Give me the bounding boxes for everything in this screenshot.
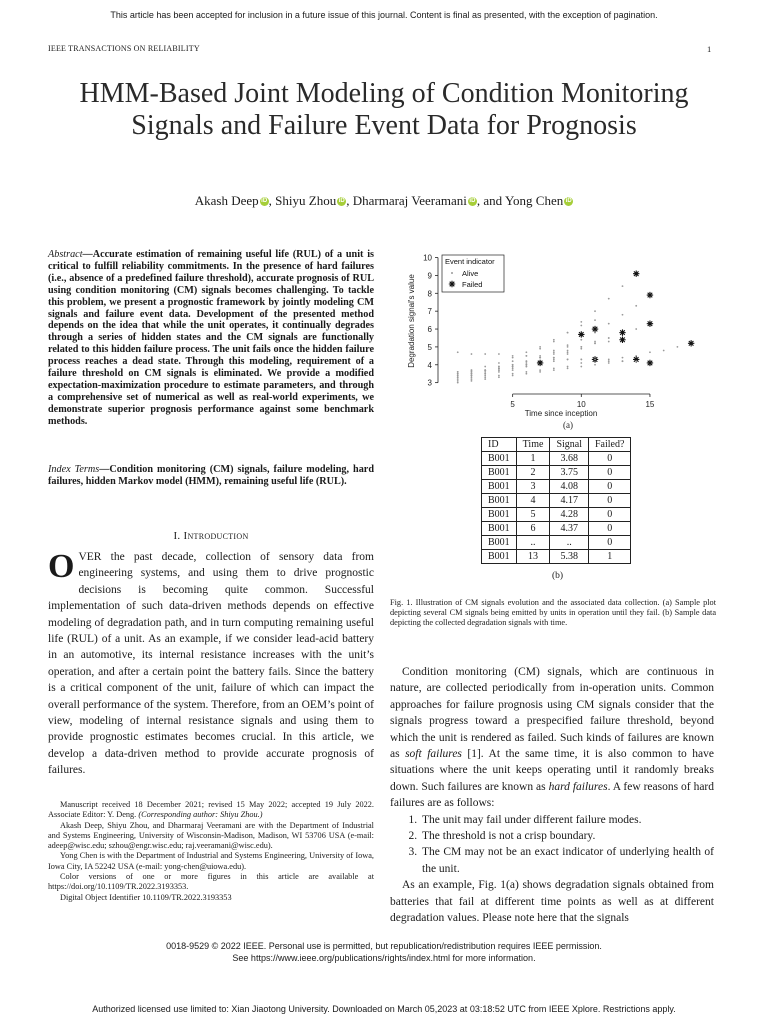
failed-point	[537, 360, 543, 366]
alive-point	[484, 371, 486, 373]
alive-point	[608, 360, 610, 362]
alive-point	[539, 348, 541, 350]
alive-point	[525, 362, 527, 364]
journal-name: IEEE TRANSACTIONS ON RELIABILITY	[48, 44, 200, 53]
abstract	[48, 249, 374, 428]
table-cell: 6	[516, 522, 550, 536]
alive-point	[567, 332, 569, 334]
alive-point	[498, 375, 500, 377]
author-name: Akash Deep	[194, 193, 259, 208]
copyright-notice	[0, 940, 768, 964]
table-cell: 4.28	[550, 508, 589, 522]
alive-point	[512, 375, 514, 377]
alive-point	[553, 357, 555, 359]
sample-data-table-container	[481, 437, 631, 564]
failure-reasons-list	[390, 812, 714, 878]
alive-point	[471, 376, 473, 378]
alive-point	[457, 371, 459, 373]
alive-point	[608, 341, 610, 343]
alive-point	[580, 346, 582, 348]
alive-point	[663, 350, 665, 352]
table-header-cell: ID	[482, 438, 517, 452]
table-cell: B001	[482, 522, 517, 536]
alive-point	[539, 346, 541, 348]
x-tick-label: 5	[510, 400, 515, 409]
failed-point	[688, 340, 694, 346]
table-cell: 0	[589, 508, 631, 522]
alive-point	[498, 369, 500, 371]
alive-point	[512, 373, 514, 375]
alive-point	[608, 359, 610, 361]
table-cell: B001	[482, 508, 517, 522]
table-cell: ..	[516, 536, 550, 550]
acceptance-notice: This article has been accepted for inclusion in a future issue of this journal. Content is final as presented, with the exception of pagination.	[110, 10, 658, 20]
failed-point	[633, 270, 639, 276]
table-cell: 0	[589, 536, 631, 550]
alive-point	[471, 375, 473, 377]
footnote-received	[48, 800, 374, 821]
footnote-affiliation: Yong Chen is with the Department of Industrial and Systems Engineering, University of Iowa, Iowa City, IA 52242 USA (e-mail: yong-chen@uiowa.edu).	[48, 851, 374, 871]
y-tick-label: 4	[427, 360, 432, 370]
table-cell: ..	[550, 536, 589, 550]
table-cell: B001	[482, 466, 517, 480]
alive-point	[539, 371, 541, 373]
alive-point	[525, 355, 527, 357]
author-separator: ,	[346, 193, 353, 208]
alive-point	[457, 351, 459, 353]
table-header-row	[482, 438, 631, 452]
author-list	[60, 193, 708, 209]
x-tick-label: 10	[576, 400, 586, 409]
table-row	[482, 522, 631, 536]
table-cell: 0	[589, 452, 631, 466]
alive-point	[484, 369, 486, 371]
paragraph: As an example, Fig. 1(a) shows degradation signals obtained from batteries that fail at different time points as well as at different degradation values. Please note here that the signals	[390, 879, 714, 925]
alive-point	[484, 366, 486, 368]
alive-point	[580, 321, 582, 323]
alive-point	[594, 364, 596, 366]
authorized-use-notice: Authorized licensed use limited to: Xian Jiaotong University. Downloaded on March 05,2023 at 03:18:52 UTC from IEEE Xplore. Restrictions apply.	[92, 1004, 676, 1014]
alive-point	[471, 373, 473, 375]
term-soft-failures: soft failures	[405, 748, 462, 761]
alive-point	[539, 369, 541, 371]
y-tick-label: 5	[427, 342, 432, 352]
alive-point	[580, 359, 582, 361]
alive-point	[594, 310, 596, 312]
alive-point	[457, 375, 459, 377]
alive-point	[525, 373, 527, 375]
figure-caption: Fig. 1. Illustration of CM signals evolution and the associated data collection. (a) Sample plot depicting several CM signals being emitted by units in operation until they fail. (b) Sample data depicting the collected degradation signals with time.	[390, 598, 716, 628]
legend-alive-label: Alive	[462, 269, 479, 278]
alive-point	[594, 359, 596, 361]
paragraph-text: . A few reasons of hard failures are as follows:	[390, 780, 714, 810]
table-row	[482, 494, 631, 508]
alive-point	[553, 350, 555, 352]
alive-point	[580, 366, 582, 368]
alive-point	[498, 353, 500, 355]
table-cell: 4.17	[550, 494, 589, 508]
table-cell: 5	[516, 508, 550, 522]
sample-data-table	[481, 437, 631, 564]
x-tick-label: 15	[645, 400, 655, 409]
corresponding-author: (Corresponding author: Shiyu Zhou.)	[138, 810, 263, 820]
alive-point	[484, 375, 486, 377]
alive-point	[484, 373, 486, 375]
table-cell: 3.68	[550, 452, 589, 466]
alive-point	[649, 351, 651, 353]
abstract-text: —Accurate estimation of remaining useful life (RUL) of a unit is critical to fulfill reliability commitments. In the presence of hard failures (i.e., absence of a predefined failure threshold), accurate prognosis of RUL using condition monitoring (CM) signals becomes challenging. To tackle this problem, we present a prognostic framework by jointly modeling CM signals and failure event data. Development of the presented method depends on the idea that while the unit operates, it continually degrades through a series of hidden states and the CM signals are functionally related to this hidden failure process. The unit fails once the hidden failure process reaches a dead state. Through this modeling, requirement of a failure threshold on CM signals is eliminated. We provide a modified expectation-maximization procedure to estimate parameters, and through a comprehensive set of numerical as well as real-world experiments, we demonstrate superior prognosis performance against some benchmark methods.	[48, 249, 374, 427]
table-cell: B001	[482, 452, 517, 466]
index-terms-label: Index Terms	[48, 464, 100, 475]
table-cell: 0	[589, 494, 631, 508]
table-cell: 2	[516, 466, 550, 480]
y-tick-label: 9	[427, 271, 432, 281]
abstract-label: Abstract	[48, 249, 83, 260]
alive-point	[553, 339, 555, 341]
list-item: 2. The threshold is not a crisp boundary.	[420, 828, 714, 844]
alive-point	[484, 376, 486, 378]
rights-link[interactable]: See https://www.ieee.org/publications/rights/index.html for more information.	[232, 953, 536, 963]
alive-point	[471, 378, 473, 380]
alive-point	[512, 369, 514, 371]
table-cell: 13	[516, 550, 550, 564]
x-axis-title: Time since inception	[524, 409, 598, 418]
alive-point	[567, 353, 569, 355]
intro-paragraph	[48, 549, 374, 779]
alive-point	[512, 357, 514, 359]
y-tick-label: 10	[423, 253, 432, 263]
alive-point	[457, 376, 459, 378]
table-cell: B001	[482, 536, 517, 550]
y-tick-label: 8	[427, 289, 432, 299]
alive-point	[457, 382, 459, 384]
table-row	[482, 480, 631, 494]
alive-point	[622, 314, 624, 316]
section-title: Introduction	[183, 530, 249, 542]
legend-failed-marker	[449, 281, 455, 287]
degradation-chart	[398, 248, 714, 434]
alive-point	[567, 359, 569, 361]
alive-point	[512, 367, 514, 369]
failed-point	[578, 331, 584, 337]
alive-point	[471, 371, 473, 373]
legend-failed-label: Failed	[462, 280, 483, 289]
footnotes	[48, 800, 374, 903]
alive-point	[567, 367, 569, 369]
alive-point	[553, 351, 555, 353]
alive-point	[471, 353, 473, 355]
failed-point	[592, 326, 598, 332]
alive-point	[580, 362, 582, 364]
footnote-received-text: Manuscript received 18 December 2021; revised 15 May 2022; accepted 19 July 2022. Associate Editor: Y. Deng.	[48, 800, 374, 820]
list-item: 3. The CM may not be an exact indicator of underlying health of the unit.	[420, 844, 714, 877]
orcid-icon[interactable]: iD	[338, 198, 345, 204]
alive-point	[635, 328, 637, 330]
y-tick-label: 7	[427, 307, 432, 317]
table-row	[482, 536, 631, 550]
copyright-line: 0018-9529 © 2022 IEEE. Personal use is permitted, but republication/redistribution requires IEEE permission.	[166, 941, 602, 951]
alive-point	[539, 357, 541, 359]
legend-title: Event indicator	[445, 257, 495, 266]
table-cell: 0	[589, 466, 631, 480]
alive-point	[622, 357, 624, 359]
author-name: Yong Chen	[504, 193, 564, 208]
alive-point	[580, 339, 582, 341]
y-axis-title: Degradation signal's value	[407, 274, 416, 368]
table-cell: 4	[516, 494, 550, 508]
page-number: 1	[707, 44, 712, 54]
alive-point	[457, 380, 459, 382]
alive-point	[553, 360, 555, 362]
alive-point	[567, 366, 569, 368]
alive-point	[553, 369, 555, 371]
table-cell: B001	[482, 480, 517, 494]
footnote-doi: Digital Object Identifier 10.1109/TR.2022.3193353	[60, 892, 232, 902]
table-cell: B001	[482, 550, 517, 564]
alive-point	[677, 346, 679, 348]
alive-point	[484, 378, 486, 380]
alive-point	[553, 353, 555, 355]
alive-point	[635, 305, 637, 307]
paragraph-text: [1]. At the same time, it is also common to have situations where the unit keeps operating until it randomly breaks down. Such failures are known as	[390, 748, 714, 793]
orcid-icon[interactable]: iD	[469, 198, 476, 204]
subfigure-label-a: (a)	[563, 420, 573, 430]
alive-point	[498, 376, 500, 378]
alive-point	[484, 353, 486, 355]
intro-text: VER the past decade, collection of sensory data from engineering systems, and using them to drive prognostic decisions is becoming quite common. Successful implementation of such data-driven methods depends on effective modeling of degradation path, and in turn computing remaining useful life (RUL) of a unit. As an example, if we consider lead-acid battery in an automotive, its internal resistance increases with the unit’s operation, and after a certain point the battery fails. Since the battery is a critical component of the unit, failure of which can impact the overall performance of the system. Therefore, from an OEM’s point of view, modeling of internal resistance signals and using them to provide prognostic estimates becomes crucial. In this article, we develop a data-driven method to provide accurate prognosis of failures.	[48, 551, 374, 777]
alive-point	[608, 337, 610, 339]
author-separator: , and	[476, 193, 505, 208]
alive-point	[525, 360, 527, 362]
alive-point	[457, 378, 459, 380]
y-tick-label: 3	[427, 378, 432, 388]
alive-point	[594, 319, 596, 321]
alive-point	[580, 325, 582, 327]
alive-point	[498, 366, 500, 368]
table-cell: 4.08	[550, 480, 589, 494]
failed-point	[619, 329, 625, 335]
alive-point	[512, 360, 514, 362]
table-header-cell: Signal	[550, 438, 589, 452]
alive-point	[525, 364, 527, 366]
failed-point	[619, 337, 625, 343]
index-terms-text: —Condition monitoring (CM) signals, failure modeling, hard failures, hidden Markov model (HMM), remaining useful life (RUL).	[48, 464, 374, 487]
alive-point	[498, 362, 500, 364]
alive-point	[567, 351, 569, 353]
paragraph	[390, 664, 714, 812]
alive-point	[622, 360, 624, 362]
table-cell: 5.38	[550, 550, 589, 564]
alive-point	[594, 342, 596, 344]
alive-point	[567, 344, 569, 346]
table-cell: 3	[516, 480, 550, 494]
alive-point	[525, 351, 527, 353]
author-name: Shiyu Zhou	[275, 193, 337, 208]
list-item: 1. The unit may fail under different failure modes.	[420, 812, 714, 828]
author-separator: ,	[268, 193, 276, 208]
alive-point	[553, 367, 555, 369]
alive-point	[525, 366, 527, 368]
alive-point	[471, 380, 473, 382]
section-heading	[48, 530, 374, 542]
legend-alive-marker	[451, 272, 453, 274]
alive-point	[539, 355, 541, 357]
alive-point	[608, 298, 610, 300]
table-cell: 1	[516, 452, 550, 466]
alive-point	[608, 323, 610, 325]
body-text-right	[390, 664, 714, 927]
table-cell: 1	[589, 550, 631, 564]
alive-point	[567, 346, 569, 348]
alive-point	[512, 366, 514, 368]
paragraph-text: Condition monitoring (CM) signals, which are continuous in nature, are collected periodically from in-operation units. Common approaches for failure prognosis using CM signals consider that the signals progress toward a prespecified failure threshold, beyond which the unit is rendered as failed. Such kinds of failures are known as	[390, 666, 714, 761]
alive-point	[512, 364, 514, 366]
table-row	[482, 550, 631, 564]
author-name: Dharmaraj Veeramani	[352, 193, 467, 208]
orcid-icon[interactable]: iD	[565, 198, 572, 204]
alive-point	[498, 371, 500, 373]
table-body	[482, 452, 631, 564]
footnote-color-versions: Color versions of one or more figures in this article are available at https://doi.org/10.1109/TR.2022.3193353.	[48, 872, 374, 892]
table-header-cell: Failed?	[589, 438, 631, 452]
orcid-icon[interactable]: iD	[261, 198, 268, 204]
index-terms	[48, 464, 374, 488]
table-row	[482, 466, 631, 480]
table-header-cell: Time	[516, 438, 550, 452]
alive-point	[608, 362, 610, 364]
alive-point	[580, 348, 582, 350]
alive-point	[457, 373, 459, 375]
footnote-affiliation: Akash Deep, Shiyu Zhou, and Dharmaraj Veeramani are with the Department of Industrial and Systems Engineering, University of Wisconsin-Madison, Madison, WI 53706 USA (e-mail: adeep@wisc.edu; szhou@engr.wisc.edu; raj.veeramani@wisc.edu).	[48, 820, 374, 851]
alive-point	[512, 355, 514, 357]
failed-point	[647, 292, 653, 298]
table-cell: 0	[589, 480, 631, 494]
failed-point	[647, 320, 653, 326]
alive-point	[553, 341, 555, 343]
alive-point	[594, 341, 596, 343]
table-cell: 4.37	[550, 522, 589, 536]
alive-point	[553, 359, 555, 361]
failed-point	[647, 360, 653, 366]
subfigure-label-b: (b)	[552, 571, 564, 581]
y-tick-label: 6	[427, 325, 432, 335]
table-row	[482, 452, 631, 466]
table-cell: B001	[482, 494, 517, 508]
drop-cap: O	[48, 548, 75, 585]
alive-point	[567, 350, 569, 352]
table-cell: 3.75	[550, 466, 589, 480]
alive-point	[635, 360, 637, 362]
alive-point	[622, 285, 624, 287]
term-hard-failures: hard failures	[548, 780, 608, 793]
table-cell: 0	[589, 522, 631, 536]
paper-title: HMM-Based Joint Modeling of Condition Monitoring Signals and Failure Event Data for Prognosis	[79, 78, 689, 141]
plot-layer	[407, 254, 694, 430]
alive-point	[525, 371, 527, 373]
section-number: I.	[173, 530, 181, 542]
alive-point	[471, 369, 473, 371]
alive-point	[498, 367, 500, 369]
table-row	[482, 508, 631, 522]
